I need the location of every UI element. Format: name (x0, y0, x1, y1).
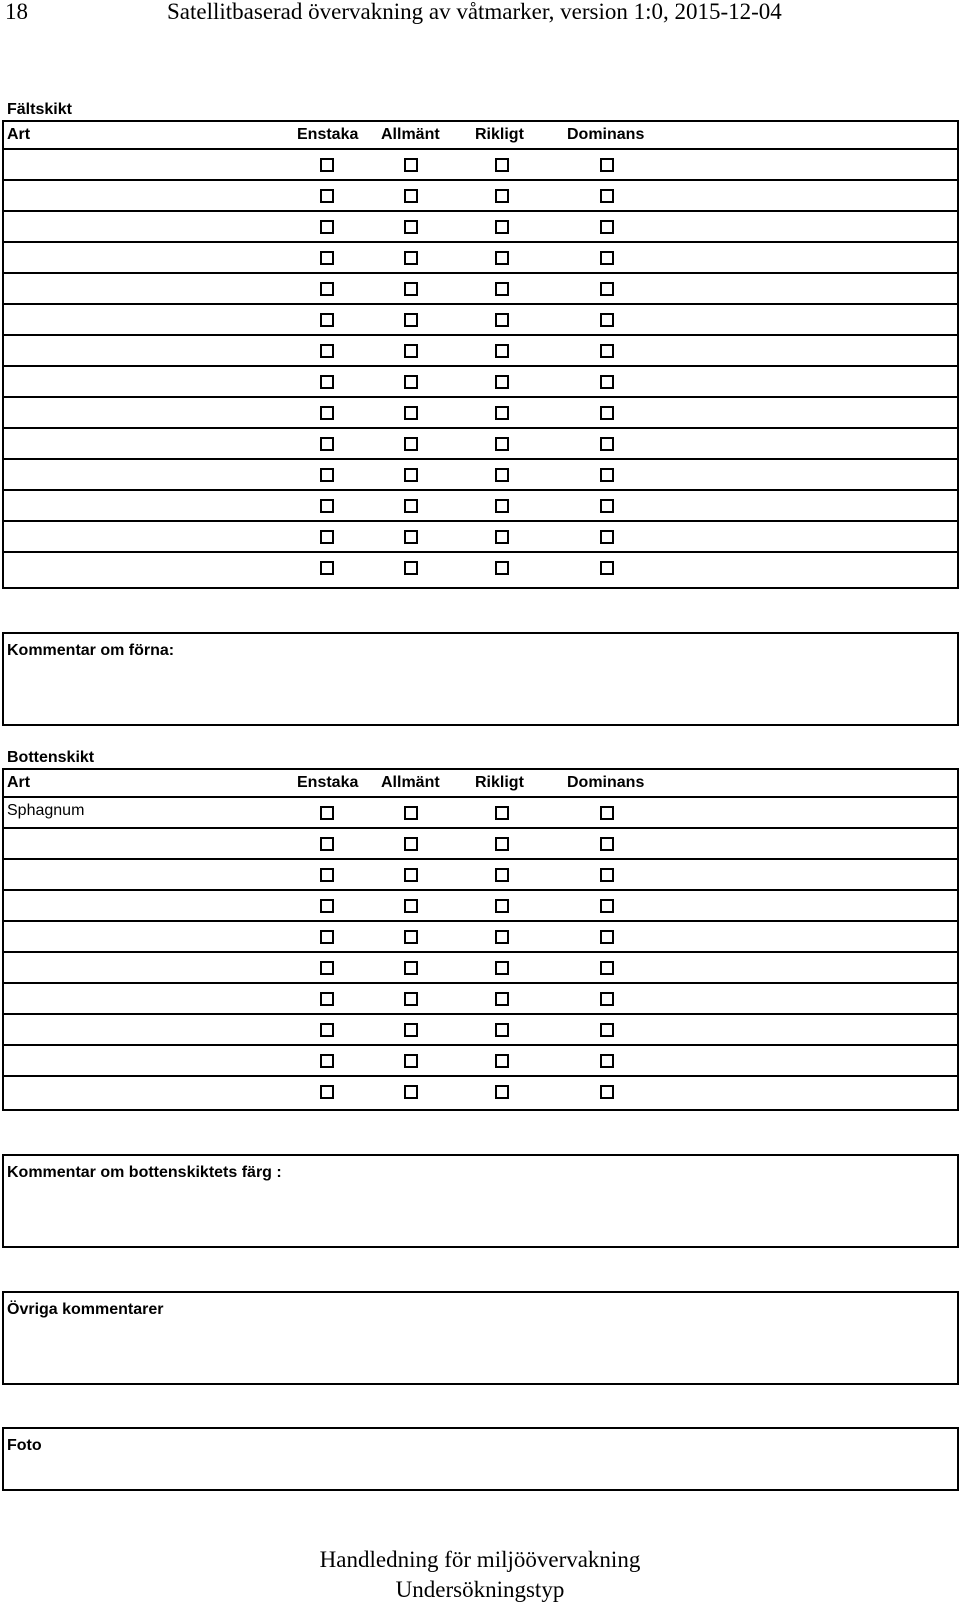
bottenskikt-row (4, 891, 957, 922)
dominans-checkbox[interactable] (600, 930, 614, 944)
dominans-checkbox[interactable] (600, 899, 614, 913)
rikligt-checkbox[interactable] (495, 344, 509, 358)
allmant-checkbox[interactable] (404, 992, 418, 1006)
rikligt-checkbox[interactable] (495, 437, 509, 451)
dominans-checkbox[interactable] (600, 499, 614, 513)
faltskikt-row (4, 243, 957, 274)
allmant-checkbox[interactable] (404, 1023, 418, 1037)
faltskikt-row (4, 336, 957, 367)
rikligt-checkbox[interactable] (495, 1085, 509, 1099)
enstaka-checkbox[interactable] (320, 868, 334, 882)
col-art: Art (7, 774, 31, 791)
rikligt-checkbox[interactable] (495, 282, 509, 296)
dominans-checkbox[interactable] (600, 1085, 614, 1099)
other-comments-box[interactable] (2, 1291, 959, 1385)
faltskikt-row (4, 398, 957, 429)
allmant-checkbox[interactable] (404, 189, 418, 203)
enstaka-checkbox[interactable] (320, 930, 334, 944)
col-art: Art (7, 126, 31, 143)
allmant-checkbox[interactable] (404, 1085, 418, 1099)
allmant-checkbox[interactable] (404, 251, 418, 265)
bottenskikt-species-cell[interactable]: Sphagnum (7, 802, 85, 819)
allmant-checkbox[interactable] (404, 468, 418, 482)
bottenskikt-row (4, 1046, 957, 1077)
enstaka-checkbox[interactable] (320, 375, 334, 389)
allmant-checkbox[interactable] (404, 961, 418, 975)
col-enstaka: Enstaka (297, 126, 359, 143)
enstaka-checkbox[interactable] (320, 344, 334, 358)
enstaka-checkbox[interactable] (320, 899, 334, 913)
rikligt-checkbox[interactable] (495, 375, 509, 389)
rikligt-checkbox[interactable] (495, 1023, 509, 1037)
dominans-checkbox[interactable] (600, 530, 614, 544)
faltskikt-row (4, 522, 957, 553)
allmant-checkbox[interactable] (404, 158, 418, 172)
dominans-checkbox[interactable] (600, 220, 614, 234)
rikligt-checkbox[interactable] (495, 158, 509, 172)
bottenskikt-row (4, 922, 957, 953)
rikligt-checkbox[interactable] (495, 561, 509, 575)
dominans-checkbox[interactable] (600, 868, 614, 882)
dominans-checkbox[interactable] (600, 313, 614, 327)
dominans-checkbox[interactable] (600, 961, 614, 975)
enstaka-checkbox[interactable] (320, 251, 334, 265)
dominans-checkbox[interactable] (600, 189, 614, 203)
bottenskikt-row (4, 984, 957, 1015)
rikligt-checkbox[interactable] (495, 406, 509, 420)
dominans-checkbox[interactable] (600, 1054, 614, 1068)
dominans-checkbox[interactable] (600, 1023, 614, 1037)
col-allmant: Allmänt (381, 774, 440, 791)
botten-color-comment-box[interactable] (2, 1154, 959, 1248)
allmant-checkbox[interactable] (404, 530, 418, 544)
enstaka-checkbox[interactable] (320, 1023, 334, 1037)
bottenskikt-row (4, 1015, 957, 1046)
bottenskikt-header-row (4, 770, 957, 798)
allmant-checkbox[interactable] (404, 220, 418, 234)
document-title: Satellitbaserad övervakning av våtmarker, version 1:0, 2015-12-04 (167, 0, 782, 24)
dominans-checkbox[interactable] (600, 437, 614, 451)
forna-comment-label: Kommentar om förna: (7, 642, 175, 659)
faltskikt-header-row (4, 122, 957, 150)
dominans-checkbox[interactable] (600, 992, 614, 1006)
faltskikt-title: Fältskikt (7, 101, 72, 118)
dominans-checkbox[interactable] (600, 806, 614, 820)
allmant-checkbox[interactable] (404, 282, 418, 296)
enstaka-checkbox[interactable] (320, 1054, 334, 1068)
faltskikt-row (4, 212, 957, 243)
dominans-checkbox[interactable] (600, 375, 614, 389)
allmant-checkbox[interactable] (404, 406, 418, 420)
enstaka-checkbox[interactable] (320, 561, 334, 575)
rikligt-checkbox[interactable] (495, 530, 509, 544)
enstaka-checkbox[interactable] (320, 158, 334, 172)
col-rikligt: Rikligt (475, 126, 524, 143)
enstaka-checkbox[interactable] (320, 313, 334, 327)
rikligt-checkbox[interactable] (495, 1054, 509, 1068)
faltskikt-row (4, 553, 957, 584)
forna-comment-box[interactable] (2, 632, 959, 726)
rikligt-checkbox[interactable] (495, 806, 509, 820)
photo-label: Foto (7, 1437, 42, 1454)
allmant-checkbox[interactable] (404, 1054, 418, 1068)
enstaka-checkbox[interactable] (320, 499, 334, 513)
bottenskikt-row (4, 829, 957, 860)
enstaka-checkbox[interactable] (320, 961, 334, 975)
faltskikt-row (4, 181, 957, 212)
rikligt-checkbox[interactable] (495, 930, 509, 944)
allmant-checkbox[interactable] (404, 899, 418, 913)
rikligt-checkbox[interactable] (495, 837, 509, 851)
faltskikt-row (4, 305, 957, 336)
rikligt-checkbox[interactable] (495, 313, 509, 327)
allmant-checkbox[interactable] (404, 344, 418, 358)
rikligt-checkbox[interactable] (495, 499, 509, 513)
dominans-checkbox[interactable] (600, 344, 614, 358)
allmant-checkbox[interactable] (404, 375, 418, 389)
enstaka-checkbox[interactable] (320, 992, 334, 1006)
col-rikligt: Rikligt (475, 774, 524, 791)
dominans-checkbox[interactable] (600, 282, 614, 296)
dominans-checkbox[interactable] (600, 468, 614, 482)
allmant-checkbox[interactable] (404, 437, 418, 451)
rikligt-checkbox[interactable] (495, 220, 509, 234)
enstaka-checkbox[interactable] (320, 1085, 334, 1099)
rikligt-checkbox[interactable] (495, 468, 509, 482)
allmant-checkbox[interactable] (404, 561, 418, 575)
dominans-checkbox[interactable] (600, 561, 614, 575)
faltskikt-row (4, 491, 957, 522)
faltskikt-row (4, 274, 957, 305)
bottenskikt-row (4, 1077, 957, 1108)
enstaka-checkbox[interactable] (320, 530, 334, 544)
col-enstaka: Enstaka (297, 774, 359, 791)
allmant-checkbox[interactable] (404, 499, 418, 513)
footer-line-1: Handledning för miljöövervakning (319, 1547, 641, 1572)
enstaka-checkbox[interactable] (320, 406, 334, 420)
botten-color-comment-label: Kommentar om bottenskiktets färg : (7, 1164, 282, 1181)
allmant-checkbox[interactable] (404, 313, 418, 327)
rikligt-checkbox[interactable] (495, 189, 509, 203)
enstaka-checkbox[interactable] (320, 220, 334, 234)
rikligt-checkbox[interactable] (495, 961, 509, 975)
bottenskikt-row (4, 860, 957, 891)
faltskikt-row (4, 367, 957, 398)
page-number: 18 (5, 0, 28, 24)
enstaka-checkbox[interactable] (320, 282, 334, 296)
allmant-checkbox[interactable] (404, 806, 418, 820)
faltskikt-table (2, 120, 959, 589)
dominans-checkbox[interactable] (600, 158, 614, 172)
photo-box[interactable] (2, 1427, 959, 1491)
rikligt-checkbox[interactable] (495, 992, 509, 1006)
allmant-checkbox[interactable] (404, 837, 418, 851)
rikligt-checkbox[interactable] (495, 868, 509, 882)
bottenskikt-title: Bottenskikt (7, 749, 95, 766)
enstaka-checkbox[interactable] (320, 806, 334, 820)
bottenskikt-row (4, 953, 957, 984)
bottenskikt-row (4, 798, 957, 829)
faltskikt-row (4, 429, 957, 460)
faltskikt-row (4, 460, 957, 491)
allmant-checkbox[interactable] (404, 930, 418, 944)
other-comments-label: Övriga kommentarer (7, 1301, 164, 1318)
col-dominans: Dominans (567, 126, 645, 143)
dominans-checkbox[interactable] (600, 837, 614, 851)
enstaka-checkbox[interactable] (320, 189, 334, 203)
footer-line-2: Undersökningstyp (395, 1577, 565, 1602)
dominans-checkbox[interactable] (600, 251, 614, 265)
bottenskikt-table (2, 768, 959, 1111)
faltskikt-row (4, 150, 957, 181)
col-allmant: Allmänt (381, 126, 440, 143)
enstaka-checkbox[interactable] (320, 437, 334, 451)
enstaka-checkbox[interactable] (320, 837, 334, 851)
dominans-checkbox[interactable] (600, 406, 614, 420)
enstaka-checkbox[interactable] (320, 468, 334, 482)
allmant-checkbox[interactable] (404, 868, 418, 882)
col-dominans: Dominans (567, 774, 645, 791)
rikligt-checkbox[interactable] (495, 899, 509, 913)
rikligt-checkbox[interactable] (495, 251, 509, 265)
